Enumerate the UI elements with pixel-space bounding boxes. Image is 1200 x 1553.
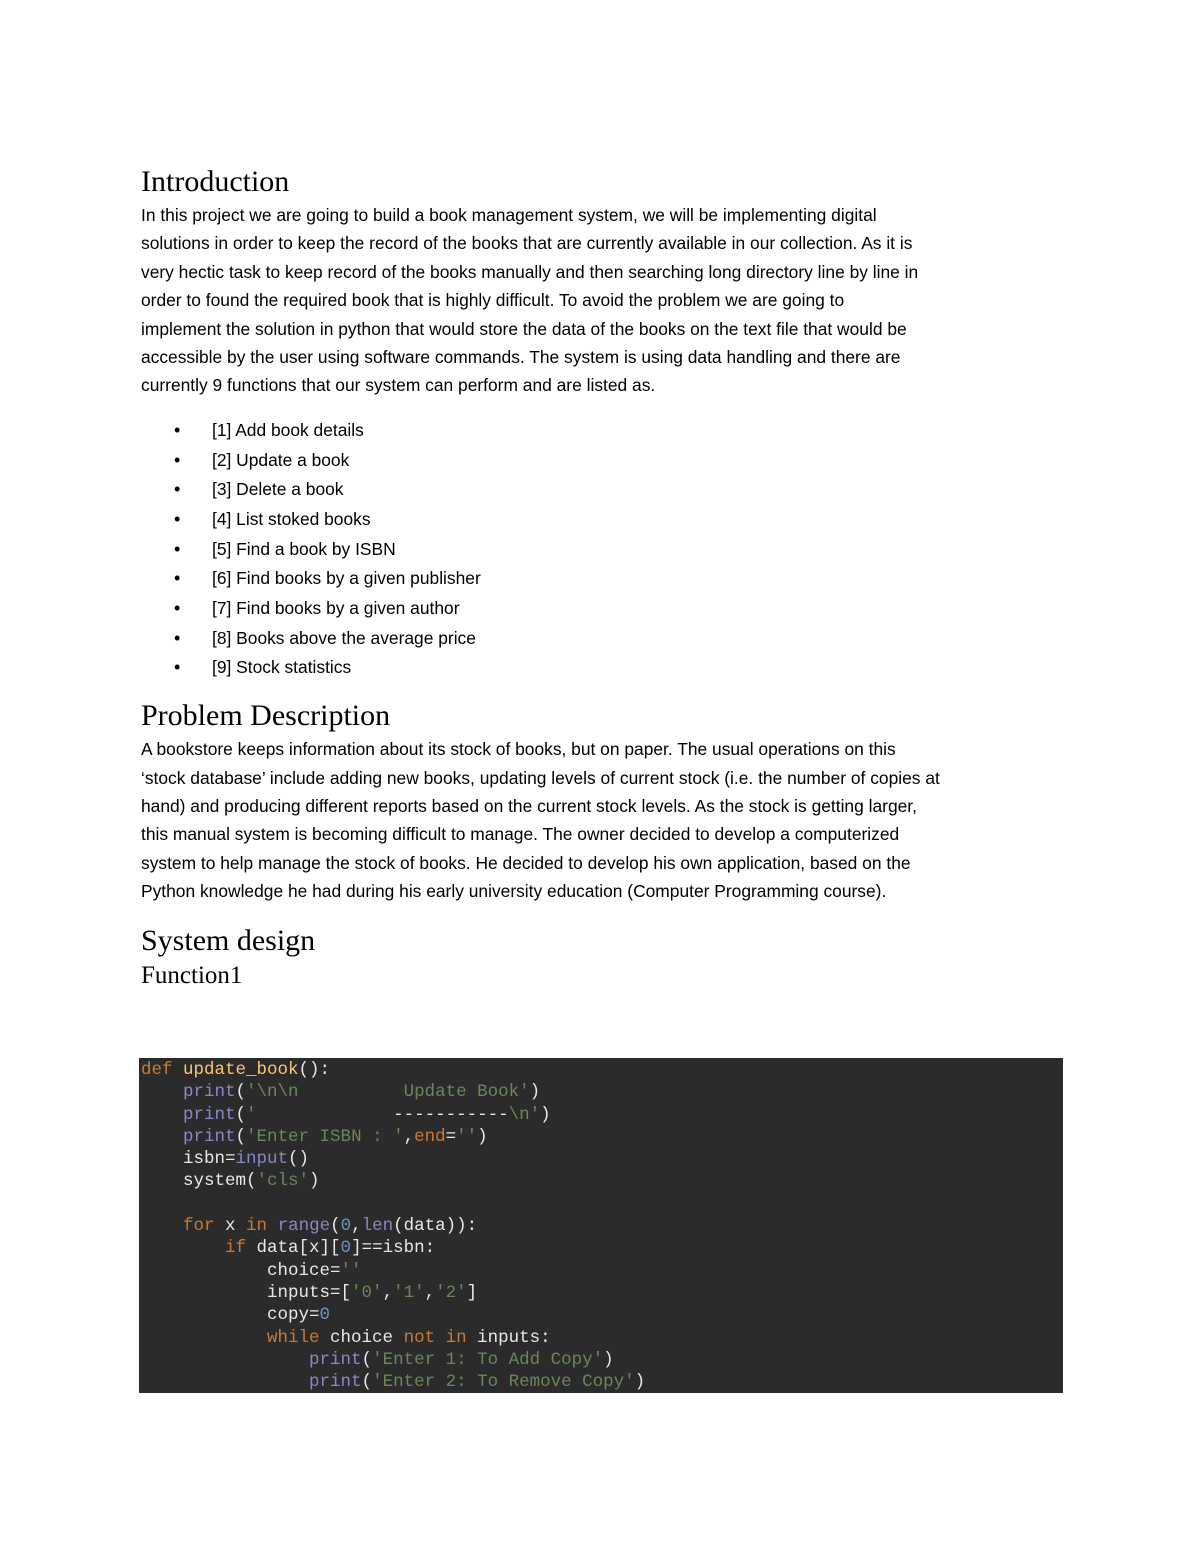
code-token: len [361,1216,394,1237]
code-token: 'Enter 1: To Add Copy' [372,1349,604,1370]
code-token: (data)): [393,1216,478,1237]
list-item-text: [3] Delete a book [212,479,344,500]
intro-line: accessible by the user using software commands. The system is using data handling and there are [141,347,901,368]
code-line [139,1304,1063,1326]
problem-line: this manual system is becoming difficult to manage. The owner decided to develop a computerized [141,824,900,845]
code-line [139,1170,1063,1192]
list-item [141,416,1063,446]
code-token: ) [309,1171,320,1192]
code-token: ) [603,1349,614,1370]
code-token: '1' [393,1282,425,1303]
code-line [139,1371,1063,1393]
code-token: ( [361,1349,373,1370]
code-token: range [277,1216,331,1237]
list-item [141,505,1063,535]
code-line [139,1327,1063,1349]
intro-paragraph [141,201,1063,400]
code-line [139,1148,1063,1170]
code-token: print [183,1126,236,1147]
code-token [141,1372,309,1392]
code-line [139,1126,1063,1148]
list-item-text: [7] Find books by a given author [212,598,460,619]
intro-line: implement the solution in python that would store the data of the books on the text file that would be [141,318,907,339]
code-line [139,1059,1063,1081]
code-token: '' [340,1260,362,1281]
code-token: ( [330,1216,341,1237]
bullet-icon: • [174,449,181,470]
code-token: print [183,1082,236,1103]
list-item-text: [9] Stock statistics [212,657,352,678]
list-item [141,535,1063,565]
code-token [141,1105,183,1125]
code-token: print [309,1372,362,1393]
code-token: ) [634,1372,646,1393]
code-token: ( [235,1082,247,1103]
code-token: ) [529,1082,541,1103]
list-item-text: [2] Update a book [212,449,350,470]
code-line [139,1349,1063,1371]
bullet-icon: • [174,538,181,559]
code-token: in [246,1216,278,1237]
code-token: , [351,1216,362,1237]
code-token [141,1127,183,1147]
code-token: for [183,1216,226,1237]
code-token: 0 [340,1216,352,1237]
problem-line: ‘stock database’ include adding new books, updating levels of current stock (i.e. the number of copies at [141,767,940,788]
document-body [141,163,1063,992]
code-token: '\n\n Update Book' [246,1082,530,1103]
code-token [141,1350,309,1370]
code-line [139,1081,1063,1103]
bullet-icon: • [174,657,181,678]
bullet-icon: • [174,508,181,529]
code-token: ]==isbn: [351,1238,436,1259]
code-token: '0' [351,1282,383,1303]
code-token: choice= [141,1260,341,1281]
code-token: not in [403,1327,478,1348]
list-item [141,564,1063,594]
bullet-icon: • [174,627,181,648]
code-token: inputs: [477,1327,551,1348]
list-item [141,624,1063,654]
code-token: 0 [340,1238,352,1259]
list-item [141,446,1063,476]
code-token: ' [246,1104,257,1125]
code-line [139,1282,1063,1304]
code-token: ( [235,1126,247,1147]
code-block [139,1058,1063,1393]
list-item-text: [5] Find a book by ISBN [212,538,396,559]
code-token: inputs=[ [141,1282,352,1303]
code-token: ] [466,1282,478,1303]
code-token: copy= [141,1305,320,1326]
function-list [141,416,1063,683]
list-item [141,594,1063,624]
list-item-text: [8] Books above the average price [212,627,476,648]
code-token: while [267,1327,331,1348]
code-token: '' [456,1126,478,1147]
code-token: data[x][ [256,1238,341,1259]
code-token [141,1082,183,1102]
intro-line: order to found the required book that is highly difficult. To avoid the problem we are going to [141,290,845,311]
list-item-text: [4] List stoked books [212,508,371,529]
code-line [139,1193,1063,1215]
code-token: if [225,1238,257,1259]
code-token: 0 [319,1305,331,1326]
code-token [141,1216,183,1236]
code-token: system( [141,1171,257,1192]
code-token: () [288,1149,310,1170]
code-token: 'Enter ISBN : ' [246,1126,404,1147]
code-line [139,1104,1063,1126]
bullet-icon: • [174,598,181,619]
code-token: , [424,1282,436,1303]
intro-line: solutions in order to keep the record of the books that are currently available in our collection. As it is [141,233,913,254]
code-token [141,1238,225,1258]
code-token: = [445,1126,457,1147]
code-token: \n' [508,1104,541,1125]
code-token: ( [361,1372,373,1393]
design-heading: System design [141,923,316,957]
list-item-text: [6] Find books by a given publisher [212,568,481,589]
code-token: x [225,1216,247,1237]
code-token: ----------- [256,1104,509,1125]
list-item [141,653,1063,683]
code-token: '2' [435,1282,467,1303]
code-token: end [414,1126,446,1147]
code-line [139,1260,1063,1282]
problem-paragraph [141,735,1063,905]
list-item-text: [1] Add book details [212,419,364,440]
function-subheading: Function1 [141,961,243,989]
problem-line: hand) and producing different reports based on the current stock levels. As the stock is getting larger, [141,795,917,816]
code-line [139,1215,1063,1237]
code-token: input [235,1149,289,1170]
code-token: choice [330,1327,404,1348]
intro-heading: Introduction [141,165,290,198]
problem-heading: Problem Description [141,699,391,733]
code-token: def [141,1060,184,1080]
code-token: 'cls' [256,1171,310,1192]
bullet-icon: • [174,419,181,440]
code-token [141,1328,267,1348]
code-line [139,1237,1063,1259]
code-token: ) [477,1126,488,1147]
intro-line: In this project we are going to build a book management system, we will be implementing digital [141,205,877,225]
intro-line: currently 9 functions that our system can perform and are listed as. [141,375,656,396]
bullet-icon: • [174,568,181,589]
bullet-icon: • [174,479,181,500]
code-token: 'Enter 2: To Remove Copy' [372,1372,635,1393]
intro-line: very hectic task to keep record of the books manually and then searching long directory line by line in [141,261,919,282]
code-token: ( [235,1104,247,1125]
code-token: (): [298,1060,331,1080]
list-item [141,475,1063,505]
code-token: isbn= [141,1149,236,1170]
code-token: , [403,1126,415,1147]
code-token: , [382,1282,394,1303]
code-token: update_book [183,1060,299,1080]
code-token: ) [540,1104,551,1125]
problem-line: Python knowledge he had during his early university education (Computer Programming course). [141,881,887,902]
problem-line: system to help manage the stock of books. He decided to develop his own application, based on the [141,852,911,873]
code-token: print [309,1349,362,1370]
code-token: print [183,1104,236,1125]
problem-line: A bookstore keeps information about its stock of books, but on paper. The usual operations on this [141,739,896,760]
